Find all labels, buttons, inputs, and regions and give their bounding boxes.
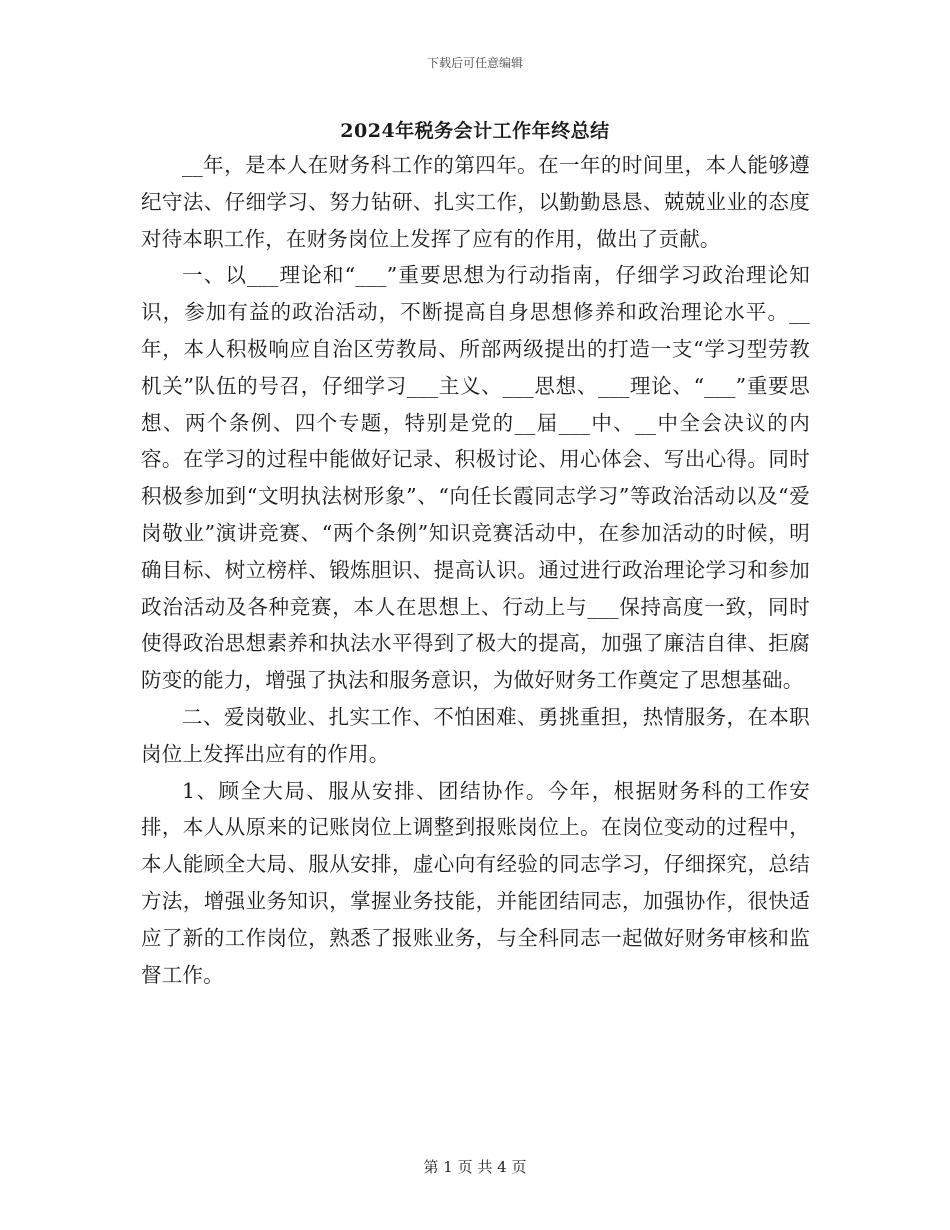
paragraph-section-one: 一、以___理论和“___”重要思想为行动指南，仔细学习政治理论知识，参加有益的政治活动，不断提高自身思想修养和政治理论水平。__年，本人积极响应自治区劳教局、所部两级提出的打造一支“学习型劳教机关”队伍的号召，仔细学习___主义、___思想、___理论、“___”重要思想、两个条例、四个专题，特别是党的__届___中、__中全会决议的内容。在学习的过程中能做好记录、积极讨论、用心体会、写出心得。同时积极参加到“文明执法树形象”、“向任长霞同志学习”等政治活动以及“爱岗敬业”演讲竞赛、“两个条例”知识竞赛活动中，在参加活动的时候，明确目标、树立榜样、锻炼胆识、提高认识。通过进行政治理论学习和参加政治活动及各种竞赛，本人在思想上、行动上与___保持高度一致，同时使得政治思想素养和执法水平得到了极大的提高，加强了廉洁自律、拒腐防变的能力，增强了执法和服务意识，为做好财务工作奠定了思想基础。 — [141, 263, 810, 693]
page-number: 第 1 页 共 4 页 — [423, 1158, 527, 1176]
paragraph-item-one: 1、顾全大局、服从安排、团结协作。今年，根据财务科的工作安排，本人从原来的记账岗位上调整到报账岗位上。在岗位变动的过程中，本人能顾全大局、服从安排，虚心向有经验的同志学习，仔细探究，总结方法，增强业务知识，掌握业务技能，并能团结同志，加强协作，很快适应了新的工作岗位，熟悉了报账业务，与全科同志一起做好财务审核和监督工作。 — [141, 778, 810, 987]
paragraph-intro: __年，是本人在财务科工作的第四年。在一年的时间里，本人能够遵纪守法、仔细学习、努力钻研、扎实工作，以勤勤恳恳、兢兢业业的态度对待本职工作，在财务岗位上发挥了应有的作用，做出了贡献。 — [141, 153, 810, 251]
paragraph-section-two: 二、爱岗敬业、扎实工作、不怕困难、勇挑重担，热情服务，在本职岗位上发挥出应有的作用。 — [141, 704, 810, 766]
header-note: 下载后可任意编辑 — [426, 56, 523, 70]
document-title: 2024年税务会计工作年终总结 — [340, 120, 610, 142]
document-body — [141, 147, 810, 993]
